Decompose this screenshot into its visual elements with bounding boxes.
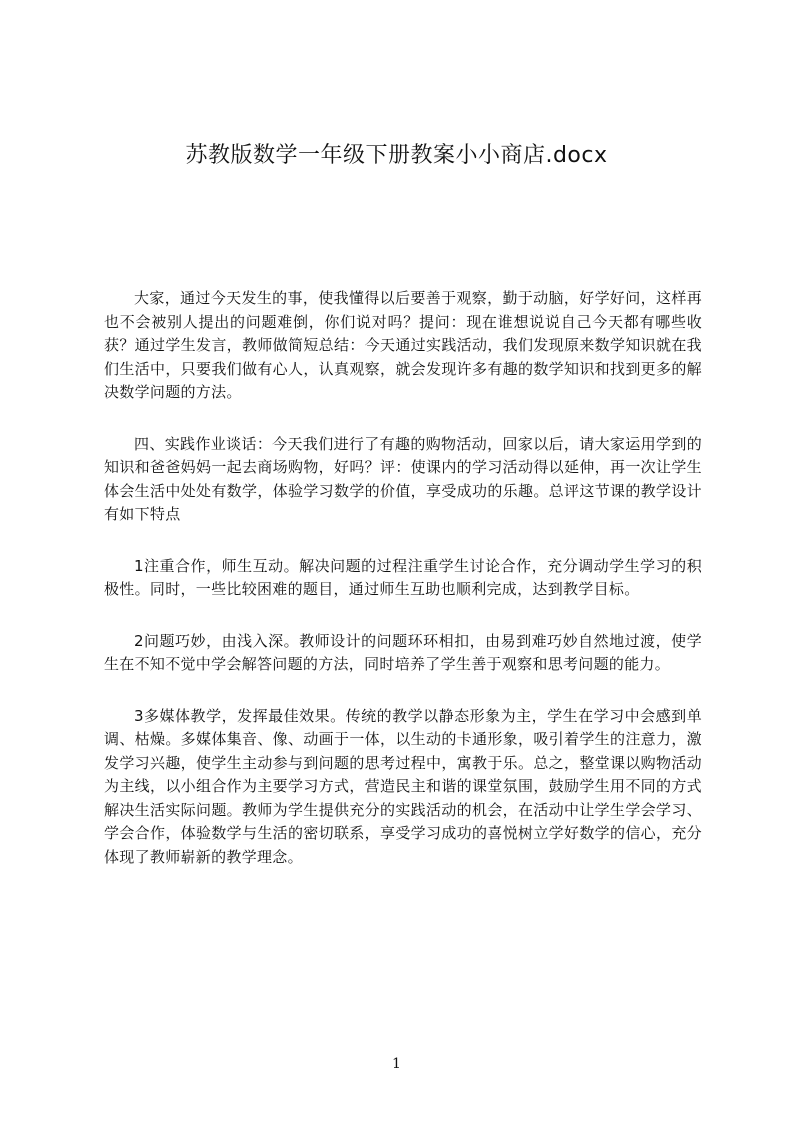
document-title: 苏教版数学一年级下册教案小小商店.docx <box>185 143 608 168</box>
page-number: 1 <box>392 1056 401 1072</box>
paragraph-feature-1: 1注重合作，师生互动。解决问题的过程注重学生讨论合作，充分调动学生学习的积极性。同时，一些比较困难的题目，通过师生互助也顺利完成，达到教学目标。 <box>104 556 702 598</box>
paragraph-summary: 大家，通过今天发生的事，使我懂得以后要善于观察，勤于动脑，好学好问，这样再也不会被别人提出的问题难倒，你们说对吗？提问：现在谁想说说自己今天都有哪些收获？通过学生发言，教师做简短总结：今天通过实践活动，我们发现原来数学知识就在我们生活中，只要我们做有心人，认真观察，就会发现许多有趣的数学知识和找到更多的解决数学问题的方法。 <box>104 289 702 401</box>
paragraph-feature-2: 2问题巧妙，由浅入深。教师设计的问题环环相扣，由易到难巧妙自然地过渡，使学生在不知不觉中学会解答问题的方法，同时培养了学生善于观察和思考问题的能力。 <box>104 631 702 673</box>
paragraph-feature-3: 3多媒体教学，发挥最佳效果。传统的教学以静态形象为主，学生在学习中会感到单调、枯燥。多媒体集音、像、动画于一体，以生动的卡通形象，吸引着学生的注意力，激发学习兴趣，使学生主动参与到问题的思考过程中，寓教于乐。总之，整堂课以购物活动为主线，以小组合作为主要学习方式，营造民主和谐的课堂氛围，鼓励学生用不同的方式解决生活实际问题。教师为学生提供充分的实践活动的机会，在活动中让学生学会学习、学会合作，体验数学与生活的密切联系，享受学习成功的喜悦树立学好数学的信心，充分体现了教师崭新的教学理念。 <box>104 706 702 866</box>
document-body <box>104 287 702 897</box>
paragraph-practice-homework: 四、实践作业谈话：今天我们进行了有趣的购物活动，回家以后，请大家运用学到的知识和爸爸妈妈一起去商场购物，好吗？评：使课内的学习活动得以延伸，再一次让学生体会生活中处处有数学，体验学习数学的价值，享受成功的乐趣。总评这节课的教学设计有如下特点 <box>104 434 702 523</box>
